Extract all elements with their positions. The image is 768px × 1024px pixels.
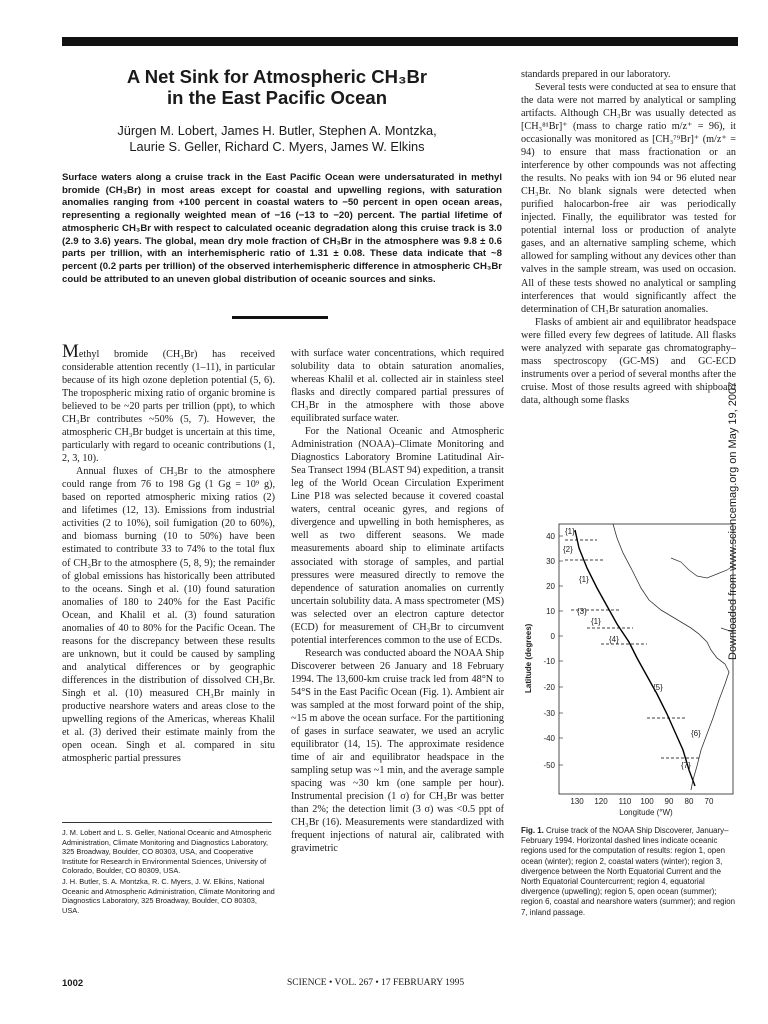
affiliation: J. M. Lobert and L. S. Geller, National Oceanic and Atmospheric Administration, Climate Monitoring and Diagnostics Laboratory, 325 Broadway, Boulder, CO 80303, USA, and Cooperative Institute for Research in Environmental Sciences, University of Colorado, Boulder, CO 80309, USA. xyxy=(62,828,272,876)
paragraph: Annual fluxes of CH₃Br to the atmosphere could range from 76 to 198 Gg (1 Gg = 10⁹ g), based on reported atmospheric mixing ratios (2) and lifetimes (12, 13). Emissions from industrial activities (2 to 10%), soil fumigation (20 to 60%), and biomass burning (10 to 50%) have been estimated to contribute 33 to 74% to the total flux of CH₃Br to the atmosphere (5, 8, 9); the remainder of global emissions has historically been attributed to the oceans. Singh et al. (10) found saturation anomalies of 180 to 240% for the East Pacific Ocean, and Khalil et al. (3) found saturation anomalies of 40 to 80% for the Pacific Ocean. The reasons for the discrepancy between these results are unknown, but it could be caused by sampling and analytical differences or by geographic differences in the distribution of dissolved CH₃Br. Singh et al. (10) measured CH₃Br mainly in productive nearshore waters and areas close to the upwelling regions of the Americas, whereas Khalil et al. (3) derived their estimate mainly from the open ocean. Singh et al. compared in situ atmospheric partial pressures xyxy=(62,466,275,764)
x-tick: 130 xyxy=(570,797,584,806)
affiliation: J. H. Butler, S. A. Montzka, R. C. Myers, J. W. Elkins, National Oceanic and Atmospheric Administration, Climate Monitoring and Diagnostics Laboratory, 325 Broadway, Boulder, CO 80303, USA. xyxy=(62,876,275,915)
column-2 xyxy=(291,347,504,855)
abstract-divider xyxy=(232,316,328,319)
region-label: {1} xyxy=(565,527,575,536)
y-tick: -10 xyxy=(543,657,555,666)
region-label: {2} xyxy=(563,545,573,554)
x-tick: 90 xyxy=(664,797,674,806)
figure-caption xyxy=(521,826,739,918)
abstract: Surface waters along a cruise track in the East Pacific Ocean were undersaturated in methyl bromide (CH₃Br) in most areas except for coastal and upwelling regions, with saturation anomalies ranging from +100 percent in coastal waters to −50 percent in open ocean areas, representing a regionally weighted mean of −16 (−13 to −20) percent. The partial lifetime of atmospheric CH₃Br with respect to calculated oceanic degradation along this cruise track is 3.0 (2.9 to 3.6) years. The global, mean dry mole fraction of CH₃Br in the atmosphere was 9.8 ± 0.6 parts per trillion, with an interhemispheric ratio of 1.31 ± 0.08. These data indicate that ~8 percent (0.2 parts per trillion) of the observed interhemispheric difference in atmospheric CH₃Br could be attributed to an uneven global distribution of oceanic sources and sinks. xyxy=(62,172,502,285)
region-label: {7} xyxy=(681,761,691,770)
x-tick-labels xyxy=(570,797,714,806)
y-tick: 20 xyxy=(546,582,555,591)
paragraph: Several tests were conducted at sea to ensure that the data were not marred by analytical or sampling artifacts. Although CH₃Br was usually detected as [CH₃⁸¹Br]⁺ (mass to charge ratio m/z⁺ = 96), it occasionally was monitored as [CH₃⁷⁹Br]⁺ (m/z⁺ = 94) to ensure that mass fractionation or an interference by other compounds was not affecting the results. No peaks with ion 94 or 96 eluted near CH₃Br. No blank signals were detected when purified halocarbon-free air was periodically injected. Finally, the equilibrator was tested for potential internal loss or production of analyte gases, and an alternative sampling scheme, which allowed for sampling without any devices other than valves in the sample stream, was used on occasion. All of these tests showed no analytical or sampling interferences that would significantly affect the determination of CH₃Br saturation anomalies. xyxy=(521,82,736,315)
title-line-1: A Net Sink for Atmospheric CH₃Br xyxy=(126,66,428,87)
y-tick: -50 xyxy=(543,761,555,770)
region-label: {5} xyxy=(653,683,663,692)
top-rule xyxy=(62,37,738,46)
x-tick: 120 xyxy=(594,797,608,806)
watermark-text[interactable]: Downloaded from www.sciencemag.org on May 19, 2007 xyxy=(727,381,739,660)
column-1 xyxy=(62,341,275,765)
article-title xyxy=(62,66,492,108)
y-tick: 40 xyxy=(546,532,555,541)
mexico-gulf-coast xyxy=(671,558,733,578)
x-axis-label: Longitude (°W) xyxy=(619,808,673,817)
figure-1-map xyxy=(521,518,736,818)
page-number: 1002 xyxy=(62,978,84,989)
caption-text: Cruise track of the NOAA Ship Discoverer, January–February 1994. Horizontal dashed lines indicate oceanic regions used for the computation of results: region 1, open ocean (winter); region 2, coastal waters (winter); region 3, divergence between the North Equatorial Current and the North Equatorial Countercurrent; region 4, equatorial divergence (upwelling); region 5, open ocean (summer); region 6, coastal and nearshore waters (summer); and region 7, inland passage. xyxy=(521,826,736,917)
y-tick-labels xyxy=(543,532,555,770)
paragraph: with surface water concentrations, which required solubility data to obtain saturation anomalies, whereas Khalil et al. collected air in stainless steel flasks and directly compared partial pressures of CH₃Br in the atmosphere with those above equilibrated surface water. xyxy=(291,348,504,425)
authors-line-1: Jürgen M. Lobert, James H. Butler, Stephen A. Montzka, xyxy=(117,123,437,138)
journal-footer: SCIENCE • VOL. 267 • 17 FEBRUARY 1995 xyxy=(287,978,465,988)
caption-label: Fig. 1. xyxy=(521,826,544,835)
region-label: {4} xyxy=(609,635,619,644)
x-tick: 70 xyxy=(704,797,714,806)
region-label: {3} xyxy=(577,607,587,616)
authors-line-2: Laurie S. Geller, Richard C. Myers, James W. Elkins xyxy=(129,139,425,154)
paragraph: For the National Oceanic and Atmospheric Administration (NOAA)–Climate Monitoring and Diagnostics Laboratory Bromine Latitudinal Air-Sea Transect 1994 (BLAST 94) expedition, a transit leg of the World Ocean Circulation Experiment Line P18 was selected because it covered coastal waters, central oceanic gyres, and regions of divergence and upwelling in both hemispheres, as well as two different seasons. We made measurements aboard ship to eliminate artifacts associated with storage of samples, and partial pressures were measured directly to remove the dependence of saturation anomalies on currently uncertain solubility data. A mass spectrometer (MS) was selected over an electron capture detector (ECD) for measurement of CH₃Br to circumvent potential interferences common to the use of ECDs. xyxy=(291,426,504,646)
x-tick: 80 xyxy=(684,797,694,806)
region-label: {1} xyxy=(591,617,601,626)
y-axis-label: Latitude (degrees) xyxy=(524,623,533,693)
column-3 xyxy=(521,68,736,407)
region-label: {1} xyxy=(579,575,589,584)
y-tick: -40 xyxy=(543,734,555,743)
paragraph: ethyl bromide (CH₃Br) has received considerable attention recently (1–11), in particular because of its high ozone depletion potential (5, 6). The tropospheric mixing ratio of organic bromine is believed to be ~20 parts per trillion (ppt), to which CH₃Br contributes ~50% (5, 7). However, the atmospheric CH₃Br budget is uncertain at this time, particularly with regard to oceanic contributions (1, 2, 3, 10). xyxy=(62,349,275,465)
y-tick: -20 xyxy=(543,683,555,692)
coastline xyxy=(613,524,729,790)
drop-cap: M xyxy=(62,341,79,362)
author-list xyxy=(62,123,492,155)
affiliations xyxy=(62,828,275,916)
x-tick: 110 xyxy=(618,797,632,806)
y-tick: -30 xyxy=(543,709,555,718)
cruise-track xyxy=(575,530,695,786)
paragraph: Research was conducted aboard the NOAA Ship Discoverer between 26 January and 18 February 1994. The 13,600-km cruise track led from 48°N to 54°S in the East Pacific Ocean (Fig. 1). Ambient air was sampled at the most forward point of the ship, ~15 m above the ocean surface. For the partitioning of gases in surface seawater, we used an acrylic equilibrator (14, 15). The approximate residence time of air and equilibrator headspace in the sampling setup was ~1 min, and the average sample spacing was ~30 km (one sample per hour). Instrumental precision (1 σ) for CH₃Br was better than 2%; the detection limit (3 σ) was <0.5 ppt of CH₃Br (16). Measurements were standardized with frequent injections of natural air, calibrated with gravimetric xyxy=(291,647,504,855)
region-label: {6} xyxy=(691,729,701,738)
y-tick: 30 xyxy=(546,557,555,566)
x-tick: 100 xyxy=(640,797,654,806)
y-tick: 0 xyxy=(550,632,555,641)
y-tick: 10 xyxy=(546,607,555,616)
title-line-2: in the East Pacific Ocean xyxy=(166,87,388,108)
affiliation-divider xyxy=(62,822,272,823)
paragraph: Flasks of ambient air and equilibrator headspace were filled every few degrees of latitude. All flasks were analyzed with separate gas chromatography–mass spectroscopy (GC-MS) and GC-ECD instruments over a period of several months after the cruise. Most of those results agreed with shipboard data, although some flasks xyxy=(521,316,737,406)
paragraph: standards prepared in our laboratory. xyxy=(521,69,671,80)
